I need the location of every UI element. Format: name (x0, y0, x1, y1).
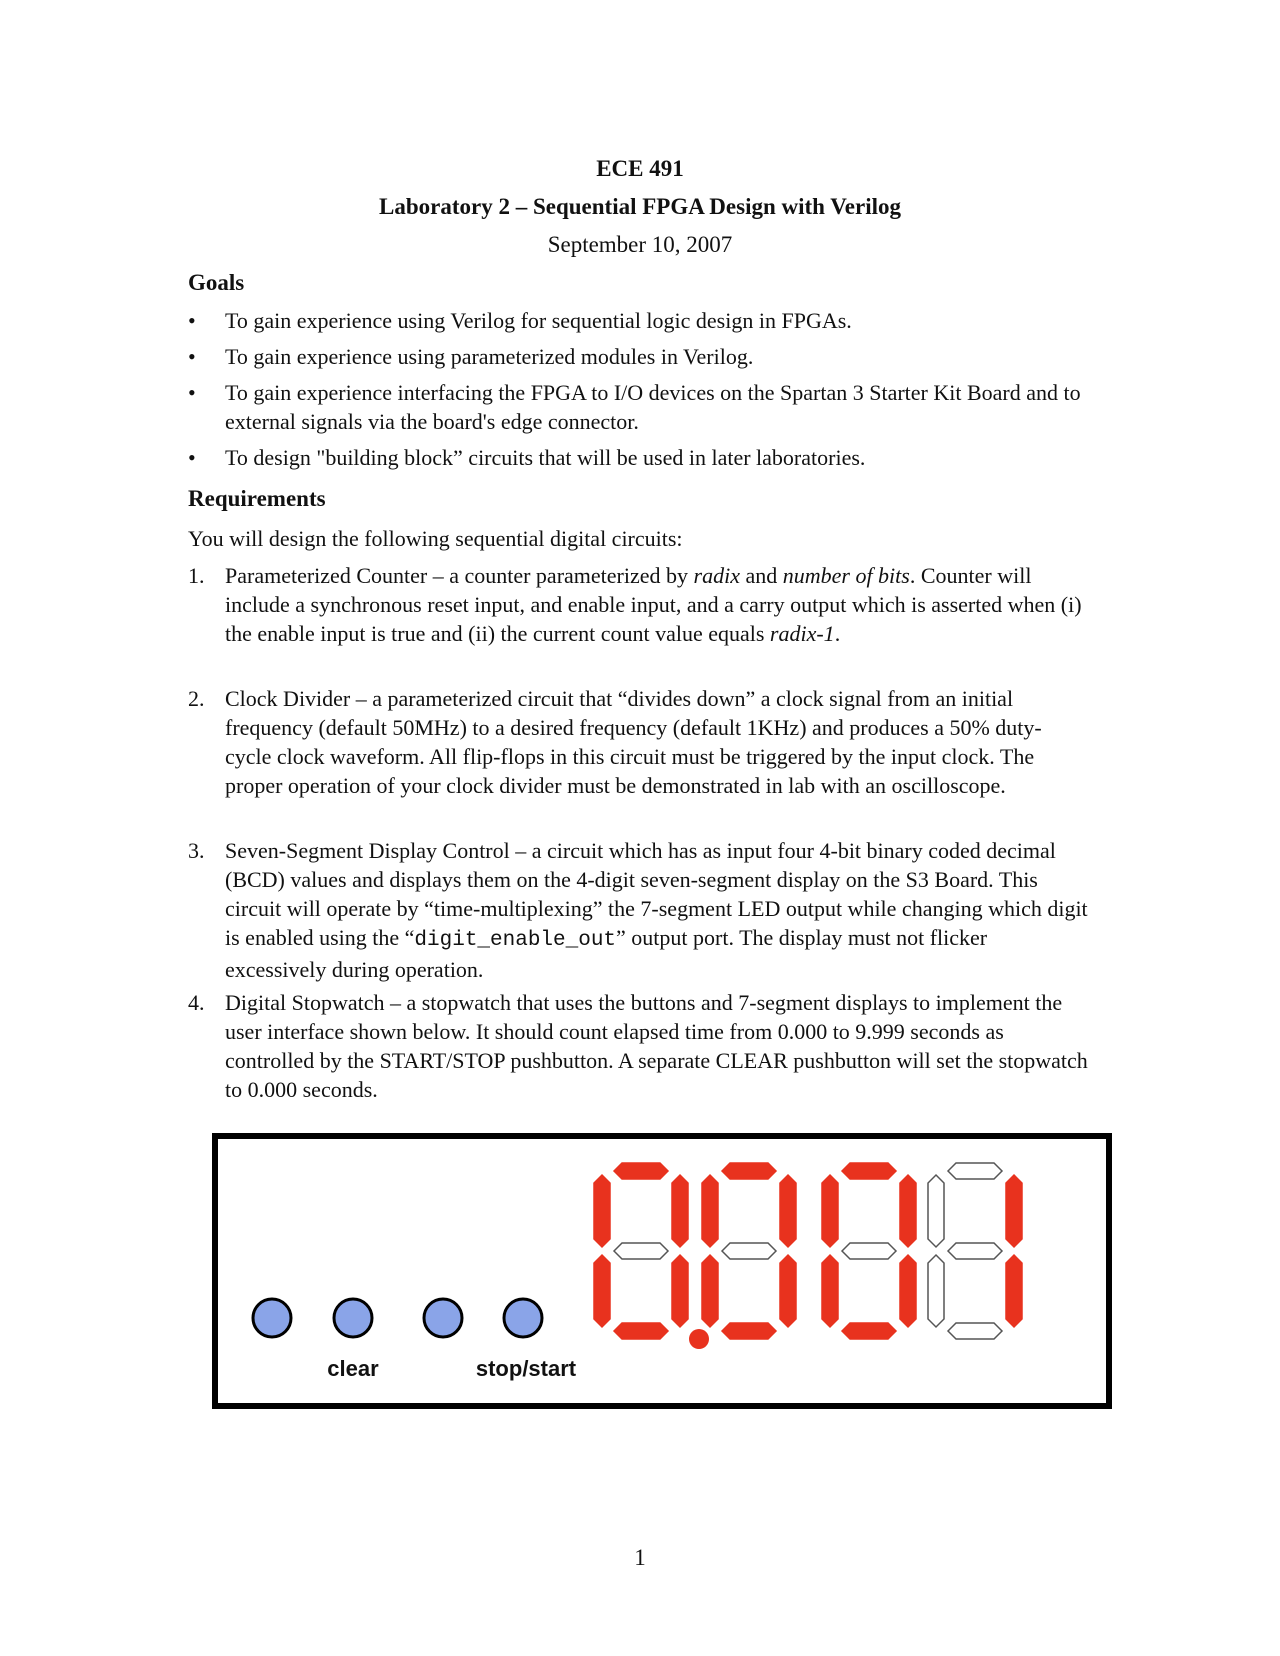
pushbuttons (253, 1299, 542, 1337)
stop-start-label: stop/start (475, 1356, 577, 1381)
digit-4-segment-d (948, 1323, 1002, 1339)
pushbutton-icon (504, 1299, 542, 1337)
digit-1-segment-b (672, 1175, 688, 1247)
digit-3-segment-c (900, 1255, 916, 1327)
digit-1-segment-e (594, 1255, 610, 1327)
code-span: digit_enable_out (414, 929, 617, 952)
requirement-item: 1. Parameterized Counter – a counter parameterized by radix and number of bits. Counter will include a synchronous reset input, and enable input, and a carry output which is asserted when (i) the enable input is true and (ii) the current count value equals radix-1. (188, 563, 1082, 646)
digit-4-segment-g (948, 1243, 1002, 1259)
decimal-point (689, 1329, 709, 1349)
digit-1-segment-d (614, 1323, 668, 1339)
requirements-intro: You will design the following sequential digital circuits: (188, 526, 683, 551)
digit-2-segment-b (780, 1175, 796, 1247)
requirement-item: 3. Seven-Segment Display Control – a circuit which has as input four 4-bit binary coded decimal (BCD) values and displays them on the 4-digit seven-segment display on the S3 Board. This circuit will operate by “time-multiplexing” the 7-segment LED output while changing which digit is enabled using the “digit_enable_out” output port. The display must not flicker excessively during operation. (188, 838, 1088, 982)
digit-3-segment-d (842, 1323, 896, 1339)
digit-2-segment-a (722, 1163, 776, 1179)
digit-4-segment-f (928, 1175, 944, 1247)
goal-item: • To gain experience interfacing the FPGA to I/O devices on the Spartan 3 Starter Kit Board and to external signals via the board's edge connector. (188, 380, 1081, 434)
bullet-icon: • (188, 380, 196, 405)
digit-3-segment-f (822, 1175, 838, 1247)
digit-2-segment-d (722, 1323, 776, 1339)
item-number: 4. (188, 990, 205, 1015)
course-title: ECE 491 (596, 156, 684, 181)
pushbutton-icon (253, 1299, 291, 1337)
digit-2-segment-f (702, 1175, 718, 1247)
date: September 10, 2007 (547, 232, 733, 257)
bullet-icon: • (188, 344, 196, 369)
digit-2-segment-e (702, 1255, 718, 1327)
digit-3-segment-e (822, 1255, 838, 1327)
bullet-icon: • (188, 445, 196, 470)
goal-item: • To design "building block” circuits that will be used in later laboratories. (188, 445, 866, 470)
stopwatch-figure (212, 1133, 1112, 1409)
digit-4-segment-b (1006, 1175, 1022, 1247)
seven-segment-display (594, 1163, 1022, 1349)
goals-heading: Goals (188, 270, 245, 295)
digit-4-segment-a (948, 1163, 1002, 1179)
goal-item: • To gain experience using Verilog for sequential logic design in FPGAs. (188, 308, 852, 333)
digit-3-segment-g (842, 1243, 896, 1259)
digit-2-segment-g (722, 1243, 776, 1259)
item-number: 1. (188, 563, 205, 588)
requirement-item: 4. Digital Stopwatch – a stopwatch that uses the buttons and 7-segment displays to implement the user interface shown below. It should count elapsed time from 0.000 to 9.999 seconds as controlled by the START/STOP pushbutton. A separate CLEAR pushbutton will set the stopwatch to 0.000 seconds. (188, 990, 1088, 1102)
bullet-icon: • (188, 308, 196, 333)
page-number: 1 (634, 1545, 646, 1570)
goal-item: • To gain experience using parameterized modules in Verilog. (188, 344, 754, 369)
requirement-item: 2. Clock Divider – a parameterized circuit that “divides down” a clock signal from an initial frequency (default 50MHz) to a desired frequency (default 1KHz) and produces a 50% duty-cycle clock waveform. All flip-flops in this circuit must be triggered by the input clock. The proper operation of your clock divider must be demonstrated in lab with an oscilloscope. (188, 686, 1042, 798)
clear-label: clear (327, 1356, 379, 1381)
digit-2-segment-c (780, 1255, 796, 1327)
digit-4-segment-e (928, 1255, 944, 1327)
item-number: 2. (188, 686, 205, 711)
pushbutton-icon (424, 1299, 462, 1337)
digit-1-segment-f (594, 1175, 610, 1247)
digit-1-segment-g (614, 1243, 668, 1259)
pushbutton-icon (334, 1299, 372, 1337)
digit-1-segment-a (614, 1163, 668, 1179)
digit-4-segment-c (1006, 1255, 1022, 1327)
item-name: Parameterized Counter (225, 563, 428, 588)
item-number: 3. (188, 838, 205, 863)
digit-3-segment-b (900, 1175, 916, 1247)
digit-3-segment-a (842, 1163, 896, 1179)
requirements-heading: Requirements (188, 486, 326, 511)
digit-1-segment-c (672, 1255, 688, 1327)
lab-title: Laboratory 2 – Sequential FPGA Design with Verilog (379, 194, 901, 219)
